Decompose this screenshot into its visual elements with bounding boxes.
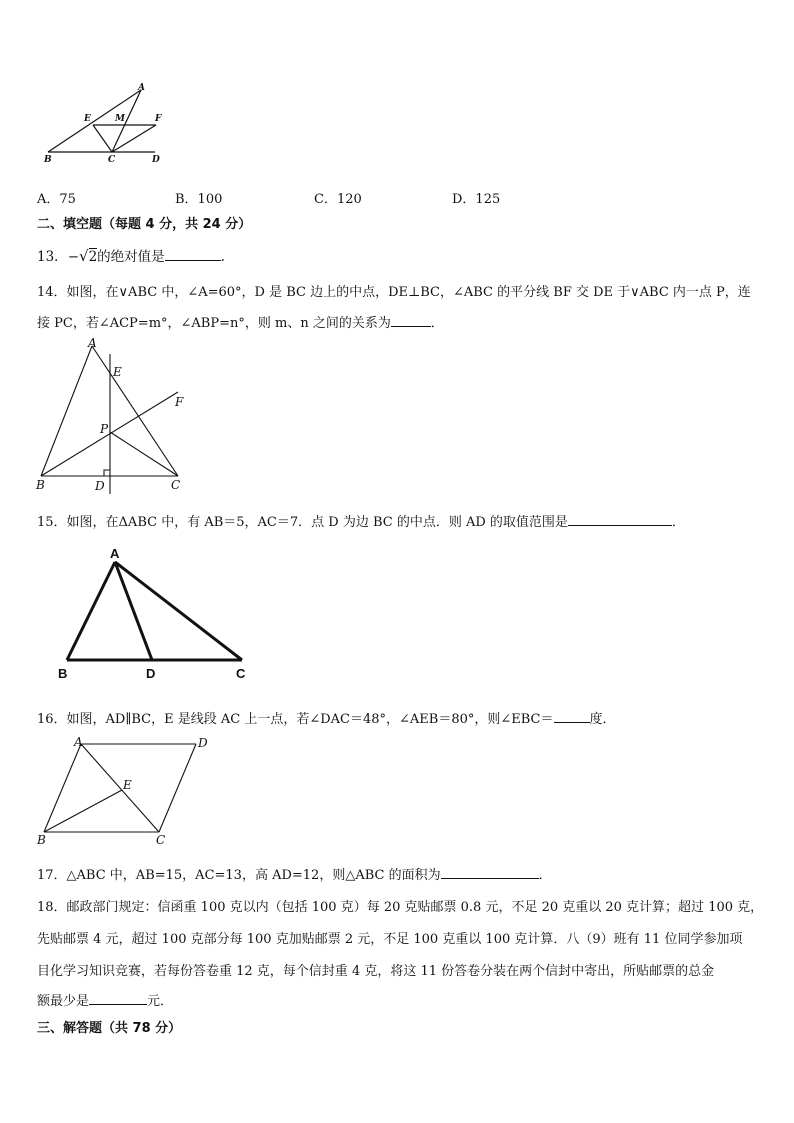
right-angle-mark (104, 470, 110, 476)
figure-top-geometry (38, 80, 168, 170)
label-e: E (123, 778, 132, 792)
q13-minus: − (67, 249, 79, 265)
label-a: A (88, 336, 97, 350)
label-a: A (110, 546, 120, 561)
label-p: P (100, 422, 109, 436)
section-heading-solutions: 三、解答题（共 78 分） (37, 1021, 182, 1036)
section-heading-fill-blank: 二、填空题（每题 4 分，共 24 分） (37, 217, 252, 232)
label-b: B (36, 478, 45, 492)
figure-16-geometry (34, 734, 224, 850)
diagonal-ac (81, 744, 159, 832)
question-18-line-3: 目化学习知识竞赛，若每份答卷重 12 克，每个信封重 4 克，将这 11 份答卷分装在两个信封中寄出，所贴邮票的总金 (37, 964, 715, 979)
q13-radicand: 2 (88, 249, 98, 265)
q13-answer-blank[interactable] (165, 248, 221, 261)
q18-answer-blank[interactable] (89, 992, 147, 1005)
question-18-line-4: 额最少是 元． (37, 994, 174, 1009)
label-d: D (146, 666, 156, 681)
side-ac (92, 346, 178, 476)
label-c: C (236, 666, 246, 681)
q13-number: 13． (37, 249, 68, 265)
label-m: M (115, 114, 125, 124)
q14-answer-blank[interactable] (391, 314, 431, 327)
label-e: E (113, 365, 122, 379)
label-e: E (84, 114, 91, 124)
label-a: A (138, 83, 145, 93)
figure-14-geometry (30, 336, 200, 496)
side-ab (67, 562, 115, 660)
line-ec (93, 125, 112, 152)
q13-text: 的绝对值是 (97, 249, 165, 265)
option-a: A．75 (37, 192, 76, 207)
label-d: D (95, 479, 105, 493)
label-d: D (198, 736, 208, 750)
question-18-line-1: 18．邮政部门规定：信函重 100 克以内（包括 100 克）每 20 克贴邮票 0.8 元，不足 20 克重以 20 克计算；超过 100 克， (37, 900, 764, 915)
question-14-line-2: 接 PC，若∠ACP=m°，∠ABP=n°，则 m、n 之间的关系为 ． (37, 316, 444, 331)
label-b: B (44, 155, 52, 165)
label-c: C (171, 478, 181, 492)
label-f: F (155, 114, 162, 124)
side-ab (44, 744, 81, 832)
label-c: C (108, 155, 116, 165)
label-c: C (156, 833, 166, 847)
question-16: 16．如图，AD∥BC，E 是线段 AC 上一点，若∠DAC＝48°，∠AEB＝80°，则∠EBC＝ 度． (37, 712, 616, 727)
side-ab (41, 346, 92, 476)
q16-answer-blank[interactable] (554, 710, 590, 723)
figure-15-geometry (50, 540, 260, 685)
option-d: D．125 (452, 192, 501, 207)
option-c: C．120 (314, 192, 362, 207)
side-dc (159, 744, 196, 832)
option-b: B．100 (175, 192, 223, 207)
segment-be (44, 790, 122, 832)
question-17: 17．△ABC 中，AB=15，AC=13，高 AD=12，则△ABC 的面积为 ． (37, 868, 552, 883)
label-d: D (152, 155, 160, 165)
question-15: 15．如图，在ΔABC 中，有 AB＝5，AC＝7．点 D 为边 BC 的中点．则 AD 的取值范围是 ． (37, 515, 685, 530)
label-b: B (58, 666, 68, 681)
line-pc (110, 432, 178, 476)
label-b: B (37, 833, 46, 847)
q17-answer-blank[interactable] (441, 866, 539, 879)
q15-answer-blank[interactable] (568, 513, 672, 526)
question-13: 13．−√2的绝对值是 . (37, 247, 225, 265)
label-a: A (74, 735, 83, 749)
label-f: F (175, 395, 184, 409)
question-14-line-1: 14．如图，在∨ABC 中，∠A=60°，D 是 BC 边上的中点，DE⊥BC，∠ABC 的平分线 BF 交 DE 于∨ABC 内一点 P，连 (37, 285, 751, 300)
question-18-line-2: 先贴邮票 4 元，超过 100 克部分每 100 克加贴邮票 2 元，不足 100 克重以 100 克计算．八（9）班有 11 位同学参加项 (37, 932, 743, 947)
